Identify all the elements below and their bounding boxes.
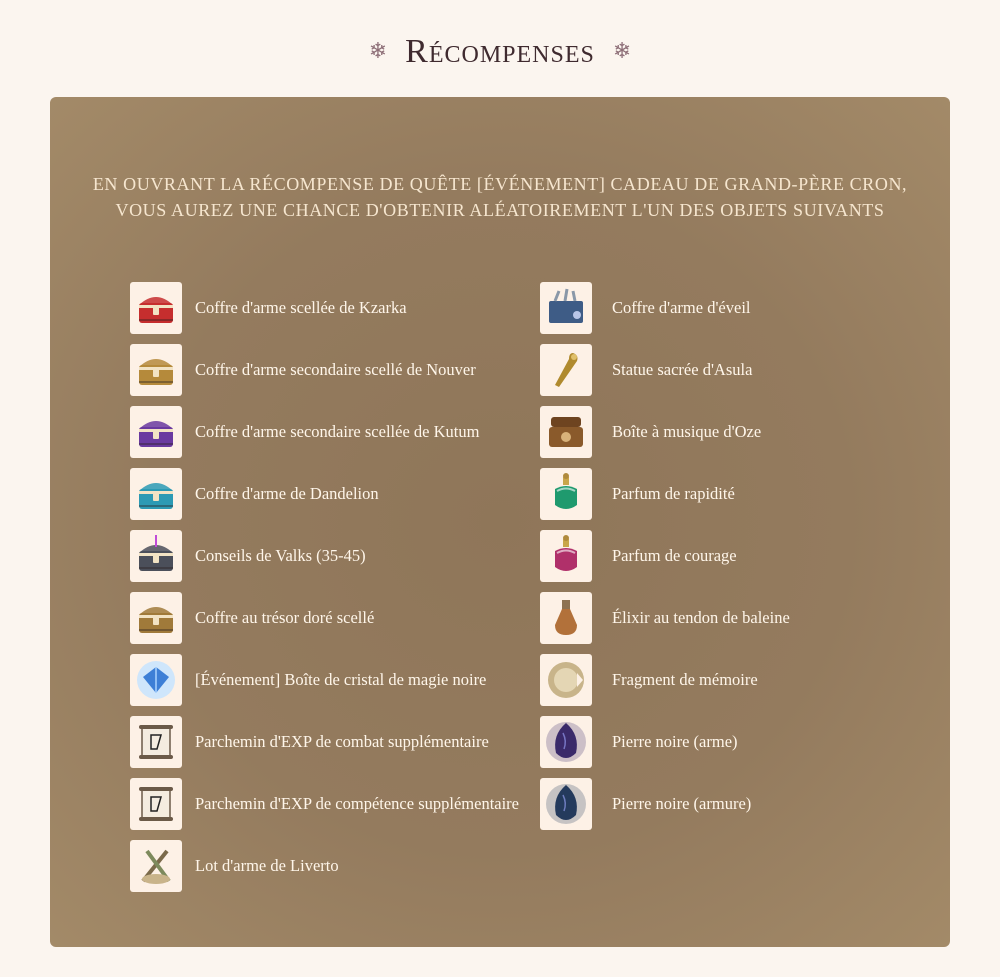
- reward-label: Coffre d'arme secondaire scellée de Kutum: [195, 422, 480, 441]
- elixir-icon: [540, 592, 592, 644]
- reward-label: Boîte à musique d'Oze: [612, 422, 762, 441]
- intro-text: [50, 171, 950, 223]
- reward-label: Fragment de mémoire: [612, 670, 758, 689]
- reward-item: [130, 711, 530, 773]
- reward-label: Parfum de rapidité: [612, 484, 735, 503]
- reward-label: Coffre d'arme de Dandelion: [195, 484, 379, 503]
- reward-label: Coffre au trésor doré scellé: [195, 608, 375, 627]
- reward-label: Parchemin d'EXP de compétence supplémentaire: [195, 794, 519, 813]
- reward-item: [130, 463, 530, 525]
- reward-label: Parfum de courage: [612, 546, 737, 565]
- dark-chest-icon: [130, 530, 182, 582]
- weapon-bundle-icon: [130, 840, 182, 892]
- page-title: Récompenses: [405, 33, 595, 70]
- reward-item: [540, 649, 920, 711]
- page-header: [0, 28, 1000, 76]
- green-perfume-icon: [540, 468, 592, 520]
- reward-label: Statue sacrée d'Asula: [612, 360, 753, 379]
- reward-item: [540, 339, 920, 401]
- reward-item: [540, 277, 920, 339]
- reward-label: Parchemin d'EXP de combat supplémentaire: [195, 732, 489, 751]
- treasure-chest-icon: [130, 592, 182, 644]
- red-chest-icon: [130, 282, 182, 334]
- reward-item: [130, 835, 530, 897]
- reward-item: [540, 711, 920, 773]
- black-stone-armor-icon: [540, 778, 592, 830]
- reward-item: [130, 401, 530, 463]
- reward-item: [540, 401, 920, 463]
- reward-label: Coffre d'arme d'éveil: [612, 298, 751, 317]
- reward-item: [540, 463, 920, 525]
- scroll-icon: [130, 778, 182, 830]
- reward-item: [540, 525, 920, 587]
- intro-line-2: VOUS AUREZ UNE CHANCE D'OBTENIR ALÉATOIREMENT L'UN DES OBJETS SUIVANTS: [115, 200, 885, 220]
- reward-item: [540, 587, 920, 649]
- memory-fragment-icon: [540, 654, 592, 706]
- music-box-icon: [540, 406, 592, 458]
- snowflake-icon: ❄: [368, 39, 388, 64]
- awakening-chest-icon: [540, 282, 592, 334]
- reward-item: [130, 277, 530, 339]
- reward-label: Coffre d'arme secondaire scellé de Nouver: [195, 360, 476, 379]
- reward-list-right: [540, 277, 920, 835]
- statue-icon: [540, 344, 592, 396]
- black-stone-weapon-icon: [540, 716, 592, 768]
- crystal-box-icon: [130, 654, 182, 706]
- pink-perfume-icon: [540, 530, 592, 582]
- reward-label: Élixir au tendon de baleine: [612, 608, 790, 627]
- reward-label: Pierre noire (armure): [612, 794, 752, 813]
- reward-item: [130, 525, 530, 587]
- reward-label: Pierre noire (arme): [612, 732, 738, 751]
- reward-item: [130, 649, 530, 711]
- reward-item: [130, 773, 530, 835]
- reward-item: [130, 587, 530, 649]
- intro-line-1: EN OUVRANT LA RÉCOMPENSE DE QUÊTE [ÉVÉNEMENT] CADEAU DE GRAND-PÈRE CRON,: [92, 174, 908, 194]
- reward-label: Lot d'arme de Liverto: [195, 856, 339, 875]
- cyan-chest-icon: [130, 468, 182, 520]
- snowflake-icon: ❄: [612, 39, 632, 64]
- reward-label: Coffre d'arme scellée de Kzarka: [195, 298, 407, 317]
- rewards-panel: [50, 97, 950, 947]
- purple-chest-icon: [130, 406, 182, 458]
- reward-list-left: [130, 277, 530, 897]
- reward-label: [Événement] Boîte de cristal de magie noire: [195, 670, 487, 689]
- reward-item: [540, 773, 920, 835]
- scroll-icon: [130, 716, 182, 768]
- reward-item: [130, 339, 530, 401]
- gold-chest-icon: [130, 344, 182, 396]
- reward-label: Conseils de Valks (35-45): [195, 546, 366, 565]
